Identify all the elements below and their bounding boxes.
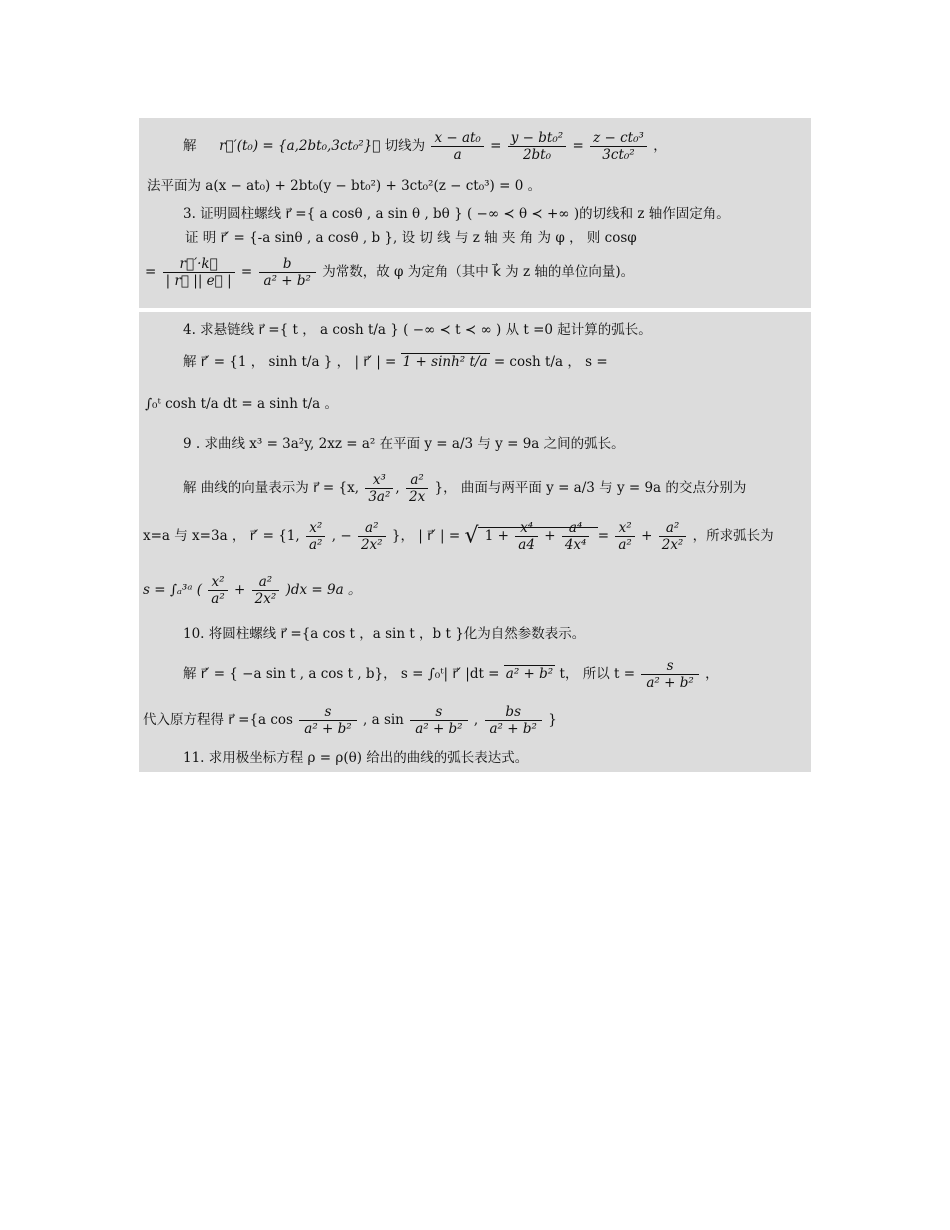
conclusion-text: 为常数，故 φ 为定角（其中 k⃗ 为 z 轴的单位向量)。 [322, 264, 635, 281]
solution-9-vector: 解 曲线的向量表示为 r⃗ = {x, $\frac{\text{x³}}{\text{3a²}}$ , $\frac{\text{a²}}{2x}$ }， 曲面与两平面 y = a/3 与 y = 9a 的交点分别为 [183, 472, 747, 506]
solution-4-end: = cosh t/a ， s = [493, 354, 608, 370]
fraction: $\frac{\text{z − ct₀³}}{\text{3ct₀²}}$ [590, 130, 647, 163]
solution-4 [139, 354, 811, 370]
fraction: $\frac{\text{x²}}{\text{a²}}$ [208, 574, 227, 607]
fraction: $\frac{\text{a²}}{\text{2x²}}$ [659, 520, 687, 553]
sqrt-expr: 1 + sinh² t/a [402, 354, 488, 370]
text: + [544, 528, 556, 545]
fraction: $\frac{r⃗'\cdot k⃗}{| r⃗ || e⃗ |}$ [163, 256, 235, 289]
proof-3: 证 明 r⃗′ = {-a sinθ , a cosθ , b }, 设 切 线 与 z 轴 夹 角 为 φ ， 则 cosφ [185, 230, 637, 246]
text: 解 r⃗′ = { −a sin t , a cos t , b}， s = ∫₀ᵗ| r⃗′ |dt = [183, 666, 500, 683]
derivative-expr: r⃗′(t₀) = {a,2bt₀,3ct₀²}， [219, 138, 381, 155]
equals: = [597, 528, 610, 545]
problem-3: 3. 证明圆柱螺线 r⃗ ={ a cosθ , a sin θ , bθ } ( −∞ ≺ θ ≺ +∞ )的切线和 z 轴作固定角。 [183, 206, 730, 222]
solution-panel-bottom [139, 312, 811, 772]
fraction: $\frac{s}{\text{a² + b²}}$ [410, 704, 467, 737]
proof-3-result [139, 256, 811, 289]
fraction: $\frac{\text{x²}}{\text{a²}}$ [306, 520, 325, 553]
equals: = [240, 264, 253, 281]
solution-4-text: 解 r⃗′ = {1 ， sinh t/a } ， | r⃗′ | = [183, 354, 397, 370]
fraction: $\frac{\text{a²}}{\text{2x²}}$ [358, 520, 386, 553]
solution-panel-top [139, 118, 811, 308]
fraction: $\frac{\text{y − bt₀²}}{\text{2bt₀}}$ [508, 130, 566, 163]
fraction: $\frac{bs}{\text{a² + b²}}$ [485, 704, 542, 737]
text: 解 曲线的向量表示为 r⃗ = {x, [183, 480, 360, 497]
text: s = ∫ₐ³ᵃ ( [143, 582, 202, 599]
fraction: $\frac{s}{\text{a² + b²}}$ [299, 704, 356, 737]
text: x=a 与 x=3a ， r⃗′ = {1, [143, 528, 300, 545]
sqrt-expr [478, 520, 597, 554]
problem-11: 11. 求用极坐标方程 ρ = ρ(θ) 给出的曲线的弧长表达式。 [183, 750, 529, 766]
substitution-10 [139, 704, 811, 737]
fraction: $\frac{\text{x³}}{\text{3a²}}$ [365, 472, 393, 505]
solution-9-arclength: s = ∫ₐ³ᵃ ( $\frac{\text{x²}}{\text{a²}}$ + $\frac{\text{a²}}{\text{2x²}}$ )dx = 9a 。 [143, 574, 362, 608]
solution-10 [139, 658, 811, 691]
tangent-label: 切线为 [384, 138, 426, 155]
text: )dx = 9a 。 [285, 582, 362, 599]
problem-9: 9 . 求曲线 x³ = 3a²y, 2xz = a² 在平面 y = a/3 与 y = 9a 之间的弧长。 [183, 436, 625, 452]
text: , a sin [363, 712, 404, 729]
text: t， 所以 t = [559, 666, 636, 683]
text: 1 + [484, 528, 509, 545]
text: }， 曲面与两平面 y = a/3 与 y = 9a 的交点分别为 [434, 480, 747, 497]
problem-10: 10. 将圆柱螺线 r⃗ ={a cos t ，a sin t ，b t }化为自然参数表示。 [183, 626, 586, 642]
solution-9-derivative: x=a 与 x=3a ， r⃗′ = {1, $\frac{\text{x²}}{\text{a²}}$ , − $\frac{\text{a²}}{\text{2x²}}$ }， | r⃗′ | = √ 1 + $\frac{\text{x⁴}}{a4}$ + $\frac{\text{a⁴}}{\text{4x⁴}}$ = $\frac{\text{x²}}{\text{a²}}$ + $\frac{\text{a²}}{\text{2x²}}$ ，所求弧长为 [143, 520, 774, 554]
fraction: $\frac{\text{x⁴}}{a4}$ [515, 520, 538, 553]
problem-4: 4. 求悬链线 r⃗ ={ t ， a cosh t/a } ( −∞ ≺ t ≺ ∞ ) 从 t =0 起计算的弧长。 [183, 322, 652, 338]
punct: ， [653, 138, 667, 155]
tangent-line-solution: 解 r⃗′(t₀) = {a,2bt₀,3ct₀²}， 切线为 $\frac{\text{x − at₀}}{a}$ = $\frac{\text{y − bt₀²}}{\text{2bt₀}}$ = $\frac{\text{z − ct₀³}}{\text{3ct₀²}}$ ， [183, 130, 667, 164]
fraction: $\frac{s}{\text{a² + b²}}$ [641, 658, 698, 691]
integral-4: ∫₀ᵗ cosh t/a dt = a sinh t/a 。 [145, 396, 339, 412]
punct: ， [705, 666, 719, 683]
fraction: $\frac{b}{\text{a² + b²}}$ [259, 256, 316, 289]
text: , [473, 712, 479, 729]
fraction: $\frac{\text{a²}}{2x}$ [406, 472, 428, 505]
text: ，所求弧长为 [692, 528, 774, 545]
fraction: $\frac{\text{x − at₀}}{a}$ [431, 130, 483, 163]
fraction: $\frac{\text{a⁴}}{\text{4x⁴}}$ [562, 520, 590, 553]
normal-plane-line: 法平面为 a(x − at₀) + 2bt₀(y − bt₀²) + 3ct₀²(z − ct₀³) = 0 。 [147, 178, 542, 194]
sqrt-expr: a² + b² [505, 666, 554, 683]
fraction: $\frac{\text{x²}}{\text{a²}}$ [615, 520, 634, 553]
text: 代入原方程得 r⃗ ={a cos [143, 712, 293, 729]
solution-label: 解 [183, 138, 197, 155]
text: , − [331, 528, 352, 545]
fraction: $\frac{\text{a²}}{\text{2x²}}$ [252, 574, 280, 607]
equals: = [145, 264, 157, 281]
text: }， | r⃗′ | = [391, 528, 461, 545]
text: } [548, 712, 557, 729]
